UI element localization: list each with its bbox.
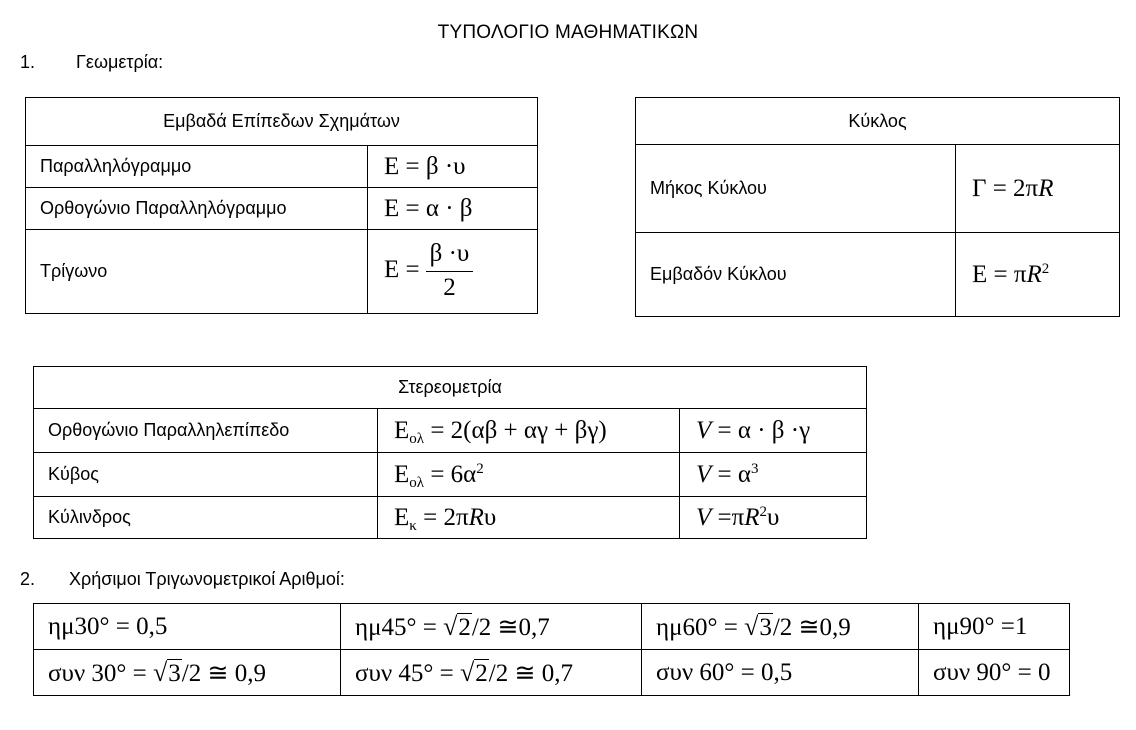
trig-rest: /2 ≅ 0,9 xyxy=(181,659,266,687)
trig-cos90 xyxy=(919,650,1070,696)
row-label-triangle: Τρίγωνο xyxy=(26,230,368,314)
circle-table xyxy=(635,97,1120,317)
formula-circle-area xyxy=(956,233,1120,317)
trig-rest: /2 ≅0,7 xyxy=(471,613,550,641)
formula-var: R xyxy=(1026,260,1042,288)
plane-table-header: Εμβαδά Επίπεδων Σχημάτων xyxy=(26,98,538,146)
formula-exponent: 2 xyxy=(1041,260,1050,277)
section-label: Γεωμετρία: xyxy=(76,52,164,72)
plane-figures-table xyxy=(25,97,538,314)
section-number: 2. xyxy=(20,569,36,589)
fraction-denominator: 2 xyxy=(443,274,456,301)
area-tail: υ xyxy=(483,503,497,531)
trig-text: συν 60° = 0,5 xyxy=(656,658,793,686)
solid-table-header: Στερεομετρία xyxy=(34,367,867,409)
area-cylinder xyxy=(378,497,680,539)
volume-tail: υ xyxy=(767,503,780,531)
fraction-numerator: β ·υ xyxy=(426,239,474,272)
fraction xyxy=(426,239,474,304)
sqrt: √2 xyxy=(443,611,471,641)
trig-text: συν 30° = xyxy=(48,659,154,687)
formula-triangle xyxy=(368,230,538,314)
trig-text: ημ90° =1 xyxy=(933,612,1028,640)
row-label-circumference: Μήκος Κύκλου xyxy=(636,145,956,233)
trig-text: ημ30° = 0,5 xyxy=(48,612,168,640)
volume-cube xyxy=(680,453,867,497)
formula-lhs: Γ = 2π xyxy=(972,174,1039,202)
volume-var: V xyxy=(696,503,712,531)
area-rhs: = 2π xyxy=(416,503,469,531)
section-number: 1. xyxy=(20,52,36,72)
volume-exponent: 2 xyxy=(759,503,768,520)
volume-rhs: = α xyxy=(711,460,751,488)
area-var: R xyxy=(468,503,484,531)
row-label-cylinder: Κύλινδρος xyxy=(34,497,378,539)
trig-rest: /2 ≅0,9 xyxy=(772,613,851,641)
section-heading-trig xyxy=(20,569,345,590)
area-symbol: Ε xyxy=(394,460,410,488)
area-cube xyxy=(378,453,680,497)
area-subscript: κ xyxy=(409,517,417,534)
trig-text: συν 90° = 0 xyxy=(933,658,1051,686)
row-label-circle-area: Εμβαδόν Κύκλου xyxy=(636,233,956,317)
row-label-cube: Κύβος xyxy=(34,453,378,497)
volume-rhs: = α · β ·γ xyxy=(711,416,811,444)
area-rhs: = 6α xyxy=(424,460,477,488)
section-heading-geometry xyxy=(20,52,163,73)
triangle-lhs: Ε = xyxy=(384,256,420,284)
formula-parallelogram: Ε = β ·υ xyxy=(368,146,538,188)
trig-values-table xyxy=(33,603,1070,696)
area-symbol: Ε xyxy=(394,416,410,444)
formula-lhs: Ε = π xyxy=(972,260,1027,288)
volume-r: R xyxy=(744,503,760,531)
volume-cuboid xyxy=(680,409,867,453)
trig-text: συν 45° = xyxy=(355,659,461,687)
area-rhs: = 2(αβ + αγ + βγ) xyxy=(424,416,607,444)
sqrt-arg: 3 xyxy=(168,659,181,687)
volume-var: V xyxy=(696,460,712,488)
sqrt-arg: 3 xyxy=(759,613,772,641)
formula-var: R xyxy=(1038,174,1054,202)
volume-cylinder xyxy=(680,497,867,539)
sqrt-arg: 2 xyxy=(458,613,471,641)
sqrt-arg: 2 xyxy=(475,659,488,687)
volume-var: V xyxy=(696,416,712,444)
row-label-rectangle: Ορθογώνιο Παραλληλόγραμμο xyxy=(26,188,368,230)
section-label: Χρήσιμοι Τριγωνομετρικοί Αριθμοί: xyxy=(69,569,345,589)
trig-cos30 xyxy=(34,650,341,696)
row-label-parallelogram: Παραλληλόγραμμο xyxy=(26,146,368,188)
trig-text: ημ45° = xyxy=(355,613,444,641)
trig-sin60 xyxy=(642,604,919,650)
trig-cos45 xyxy=(341,650,642,696)
row-label-cuboid: Ορθογώνιο Παραλληλεπίπεδο xyxy=(34,409,378,453)
area-subscript: ολ xyxy=(409,430,425,447)
sqrt: √2 xyxy=(460,657,488,687)
solid-geometry-table xyxy=(33,366,867,539)
trig-sin30 xyxy=(34,604,341,650)
area-cuboid xyxy=(378,409,680,453)
circle-table-header: Κύκλος xyxy=(636,98,1120,145)
trig-sin45 xyxy=(341,604,642,650)
trig-rest: /2 ≅ 0,7 xyxy=(488,659,573,687)
area-symbol: Ε xyxy=(394,503,410,531)
trig-cos60 xyxy=(642,650,919,696)
volume-rhs: =π xyxy=(711,503,745,531)
area-exponent: 2 xyxy=(476,460,484,477)
trig-sin90 xyxy=(919,604,1070,650)
area-subscript: ολ xyxy=(409,474,425,491)
sqrt: √3 xyxy=(153,657,181,687)
sqrt: √3 xyxy=(744,611,772,641)
trig-text: ημ60° = xyxy=(656,613,745,641)
page-title: ΤΥΠΟΛΟΓΙΟ ΜΑΘΗΜΑΤΙΚΩΝ xyxy=(437,22,699,43)
volume-exponent: 3 xyxy=(750,460,759,477)
formula-rectangle: Ε = α · β xyxy=(368,188,538,230)
formula-circumference xyxy=(956,145,1120,233)
